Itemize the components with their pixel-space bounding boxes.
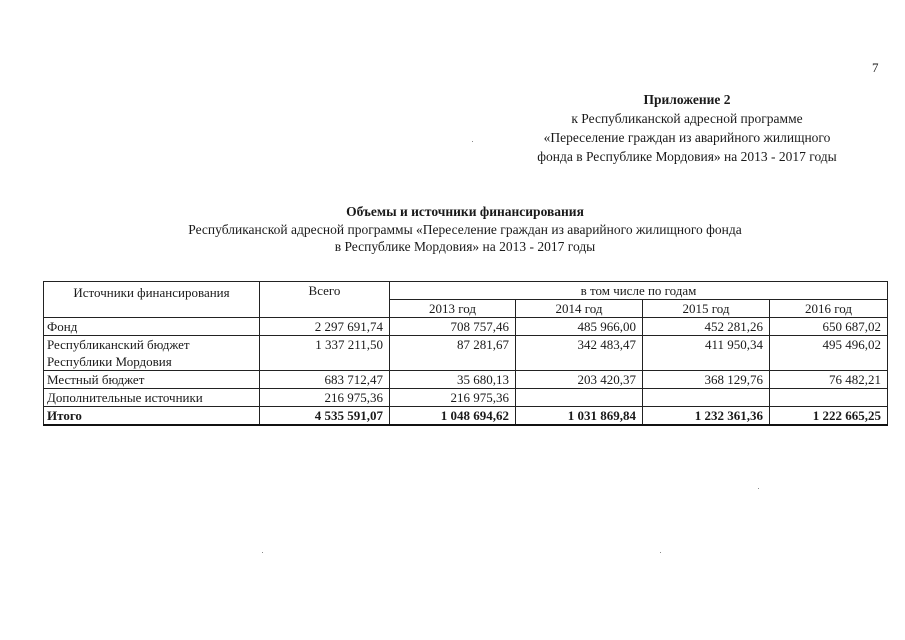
row-2015: 411 950,34	[643, 336, 770, 371]
header-year: 2015 год	[643, 300, 770, 318]
heading-line-2: в Республике Мордовия» на 2013 - 2017 годы	[334, 239, 596, 254]
table-row	[44, 389, 888, 407]
header-year: 2013 год	[390, 300, 516, 318]
row-total: 216 975,36	[260, 389, 390, 407]
row-source-line-1: Республиканский бюджет	[47, 337, 190, 352]
financing-table	[43, 281, 888, 426]
table-header-row	[44, 282, 888, 300]
row-2016: 1 222 665,25	[770, 407, 888, 426]
row-2013: 35 680,13	[390, 371, 516, 389]
row-2015: 452 281,26	[643, 318, 770, 336]
scan-speck	[660, 552, 661, 553]
table-row	[44, 318, 888, 336]
document-heading	[0, 203, 905, 256]
row-2015: 368 129,76	[643, 371, 770, 389]
row-source	[44, 336, 260, 371]
row-2014: 203 420,37	[516, 371, 643, 389]
row-2013: 1 048 694,62	[390, 407, 516, 426]
appendix-title: Приложение 2	[643, 92, 731, 107]
heading-title: Объемы и источники финансирования	[346, 204, 584, 219]
scan-speck	[758, 488, 759, 489]
row-2014: 1 031 869,84	[516, 407, 643, 426]
table-row	[44, 336, 888, 371]
row-2013: 87 281,67	[390, 336, 516, 371]
header-year: 2016 год	[770, 300, 888, 318]
header-source: Источники финансирования	[44, 282, 260, 318]
row-total: 2 297 691,74	[260, 318, 390, 336]
appendix-line-1: к Республиканской адресной программе	[571, 111, 803, 126]
row-2014: 342 483,47	[516, 336, 643, 371]
row-source: Фонд	[44, 318, 260, 336]
table-total-row	[44, 407, 888, 426]
header-year: 2014 год	[516, 300, 643, 318]
row-source: Местный бюджет	[44, 371, 260, 389]
appendix-block	[507, 90, 867, 166]
row-2016: 650 687,02	[770, 318, 888, 336]
appendix-line-2: «Переселение граждан из аварийного жилищного	[543, 130, 831, 145]
row-source-line-2: Республики Мордовия	[47, 354, 172, 369]
row-2015: 1 232 361,36	[643, 407, 770, 426]
row-total: 4 535 591,07	[260, 407, 390, 426]
row-2013: 216 975,36	[390, 389, 516, 407]
row-2016: 76 482,21	[770, 371, 888, 389]
heading-line-1: Республиканской адресной программы «Переселение граждан из аварийного жилищного фонда	[188, 221, 742, 237]
header-total: Всего	[260, 282, 390, 318]
row-2015	[643, 389, 770, 407]
page-number: 7	[872, 60, 879, 75]
row-2014: 485 966,00	[516, 318, 643, 336]
table-row	[44, 371, 888, 389]
row-total: 683 712,47	[260, 371, 390, 389]
row-2016: 495 496,02	[770, 336, 888, 371]
row-2016	[770, 389, 888, 407]
row-2014	[516, 389, 643, 407]
appendix-line-3: фонда в Республике Мордовия» на 2013 - 2017 годы	[537, 149, 837, 164]
scan-speck	[262, 552, 263, 553]
row-source: Дополнительные источники	[44, 389, 260, 407]
header-years-group: в том числе по годам	[390, 282, 888, 300]
row-total: 1 337 211,50	[260, 336, 390, 371]
scan-speck	[472, 141, 473, 142]
row-2013: 708 757,46	[390, 318, 516, 336]
row-source: Итого	[44, 407, 260, 426]
